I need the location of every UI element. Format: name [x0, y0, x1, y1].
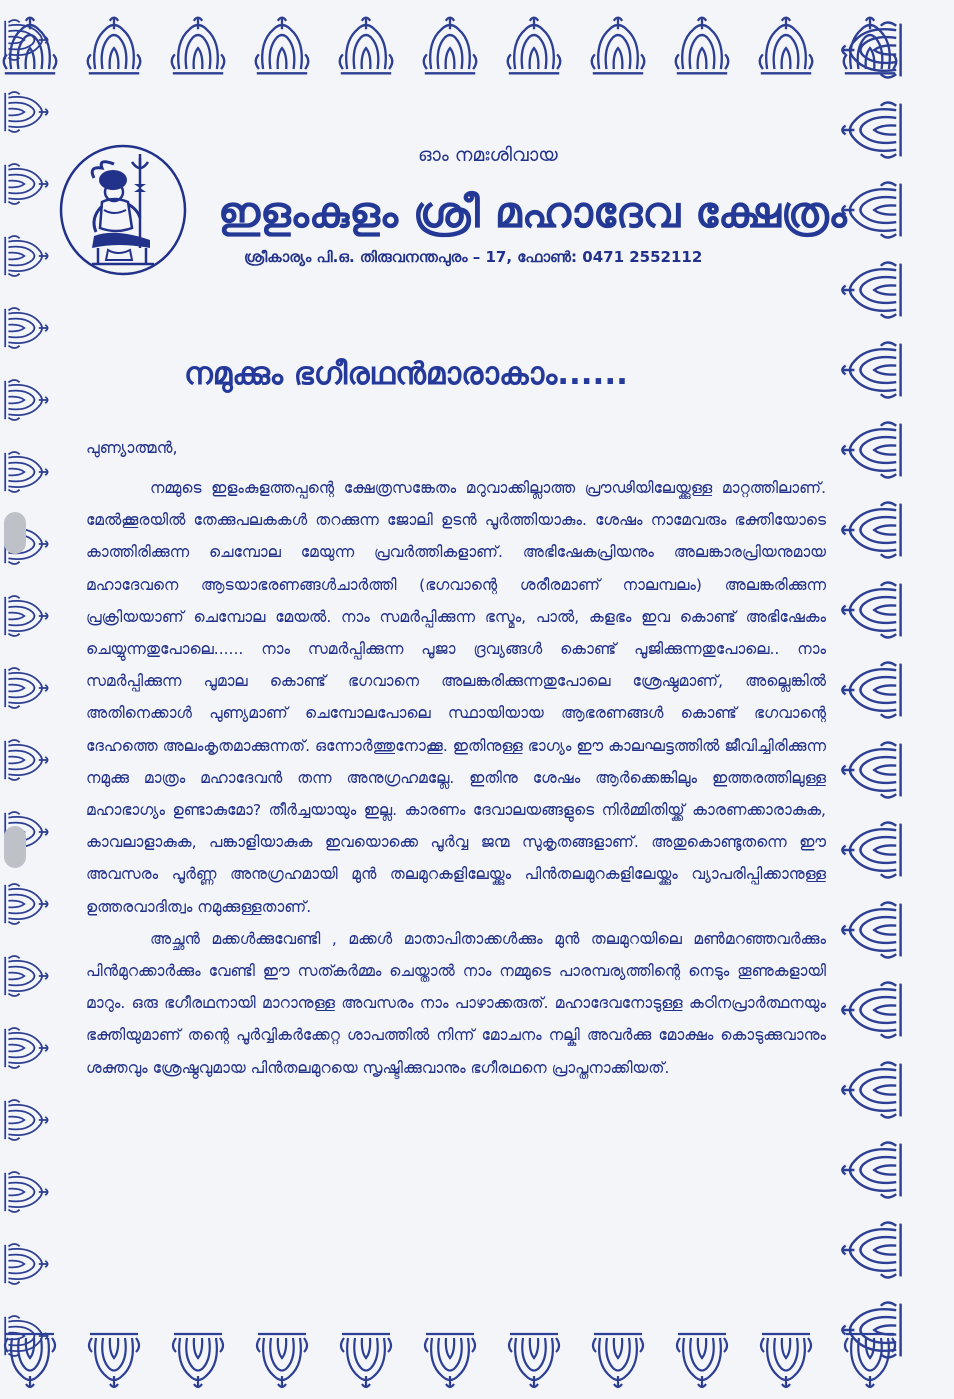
temple-address: ശ്രീകാര്യം പി.ഒ. തിരുവനന്തപുരം – 17, ഫോൺ: 0471 2552112	[244, 248, 703, 266]
ornamental-border-top	[0, 0, 954, 92]
body-paragraph: നമ്മുടെ ഇളംകുളത്തപ്പന്റെ ക്ഷേത്രസങ്കേതം മറുവാക്കില്ലാത്ത പ്രൗഢിയിലേയ്ക്കുള്ള മാറ്റത്തിലാണ്. മേൽക്കൂരയിൽ തേക്കുപലകകൾ തറക്കുന്ന ജോലി ഉടൻ പൂർത്തിയാകും. ശേഷം നാമേവരും ഭക്തിയോടെ കാത്തിരിക്കുന്ന ചെമ്പോല മേയുന്ന പ്രവർത്തികളാണ്. അഭിഷേകപ്രിയനും അലങ്കാരപ്രിയനുമായ മഹാദേവനെ ആടയാഭരണങ്ങൾചാർത്തി (ഭഗവാന്റെ ശരീരമാണ് നാലമ്പലം) അലങ്കരിക്കുന്ന പ്രക്രിയയാണ് ചെമ്പോല മേയൽ. നാം സമർപ്പിക്കുന്ന ഭസ്മം, പാൽ, കളഭം ഇവ കൊണ്ട് അഭിഷേകം ചെയ്യുന്നതുപോലെ...... നാം സമർപ്പിക്കുന്ന പൂജാ ദ്രവ്യങ്ങൾ കൊണ്ട് പൂജിക്കുന്നതുപോലെ.. നാം സമർപ്പിക്കുന്ന പൂമാല കൊണ്ട് ഭഗവാനെ അലങ്കരിക്കുന്നതുപോലെ ശ്രേഷ്ഠമാണ്, അല്ലെങ്കിൽ അതിനെക്കാൾ പുണ്യമാണ് ചെമ്പോലപോലെ സ്ഥായിയായ ആഭരണങ്ങൾ കൊണ്ട് ഭഗവാന്റെ ദേഹത്തെ അലംകൃതമാക്കുന്നത്. ഒന്നോർത്തുനോക്കൂ. ഇതിനുള്ള ഭാഗ്യം ഈ കാലഘട്ടത്തിൽ ജീവിച്ചിരിക്കുന്ന നമുക്കു മാത്രം മഹാദേവൻ തന്ന അനുഗ്രഹമല്ലേ. ഇതിനു ശേഷം ആർക്കെങ്കിലും ഇത്തരത്തിലുള്ള മഹാഭാഗ്യം ഉണ്ടാകുമോ? തീർച്ചയായും ഇല്ല. കാരണം ദേവാലയങ്ങളുടെ നിർമ്മിതിയ്ക്ക് കാരണക്കാരാകുക, കാവലാളാകുക, പങ്കാളിയാകുക ഇവയൊക്കെ പൂർവ്വ ജന്മ സുകൃതങ്ങളാണ്. അതുകൊണ്ടുതന്നെ ഈ അവസരം പൂർണ്ണ അനുഗ്രഹമായി മുൻ തലമുറകളിലേയ്ക്കും പിൻതലമുറകളിലേയ്ക്കും വ്യാപരിപ്പിക്കാനുള്ള ഉത്തരവാദിത്വം നമുക്കുള്ളതാണ്.	[86, 479, 826, 916]
temple-name: ഇളംകുളം ശ്രീ മഹാദേവ ക്ഷേത്രം	[218, 188, 847, 238]
shiva-emblem-icon	[58, 144, 188, 276]
punch-hole	[4, 512, 26, 554]
ornamental-border-right	[832, 0, 932, 1399]
ornamental-border-left	[0, 0, 52, 1399]
salutation: പുണ്യാത്മൻ,	[86, 438, 178, 457]
notice-body	[86, 472, 826, 1084]
body-paragraph: അച്ഛൻ മക്കൾക്കുവേണ്ടി , മക്കൾ മാതാപിതാക്കൾക്കും മുൻ തലമുറയിലെ മൺമറഞ്ഞവർക്കും പിൻമുറക്കാർക്കും വേണ്ടി ഈ സത്കർമ്മം ചെയ്താൽ നാം നമ്മുടെ പാരമ്പര്യത്തിന്റെ നെടും തൂണുകളായി മാറും. ഒരു ഭഗീരഥനായി മാറാനുള്ള അവസരം നാം പാഴാക്കരുത്. മഹാദേവനോടുള്ള കഠിനപ്രാർത്ഥനയും ഭക്തിയുമാണ് തന്റെ പൂർവ്വികർക്കേറ്റ ശാപത്തിൽ നിന്ന് മോചനം നല്കി അവർക്കു മോക്ഷം കൊടുക്കുവാനും ശക്തവും ശ്രേഷ്ഠവുമായ പിൻതലമുറയെ സൃഷ്ടിക്കുവാനും ഭഗീരഥനെ പ്രാപ്തനാക്കിയത്.	[86, 929, 826, 1077]
punch-hole	[4, 826, 26, 868]
invocation-text: ഓം നമഃശിവായ	[418, 144, 558, 166]
notice-content	[58, 92, 847, 1322]
notice-title: നമുക്കും ഭഗീരഥൻമാരാകാം......	[184, 356, 628, 392]
ornamental-border-bottom	[0, 1322, 954, 1399]
